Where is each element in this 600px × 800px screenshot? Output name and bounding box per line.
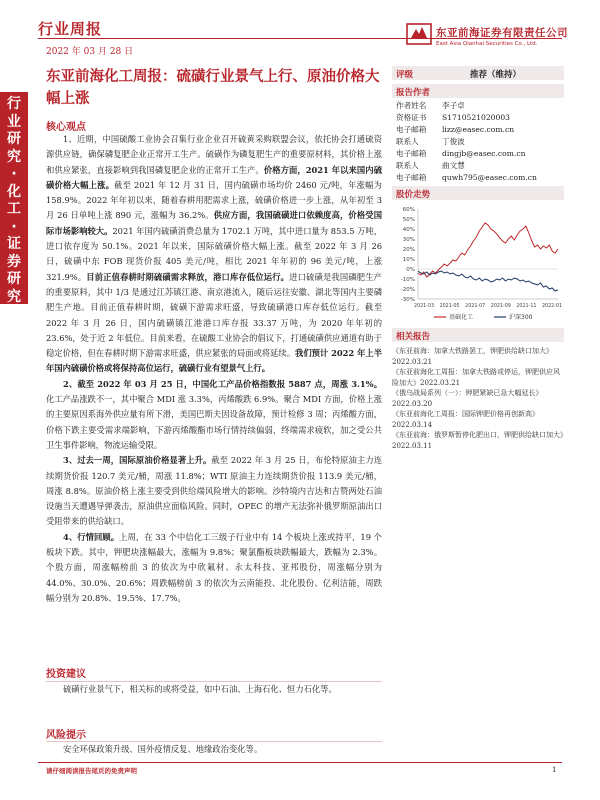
x-tick-label: 2021-09 xyxy=(490,304,511,309)
y-tick-label: -10% xyxy=(400,277,415,283)
company-name: 东亚前海证券有限责任公司 xyxy=(436,27,568,39)
text-segment: 化工产品涨跌不一，其中聚合 MDI 涨 3.3%，丙烯酸跌 6.9%。聚合 MDI 方面，价格上涨的主要原因系海外供应量有所下滑，美国巴斯夫因设备故障，预计检修 3 周；丙烯酸方面，价格下跌主要受需求端影响，下游丙烯酸酯市场行情持续偏弱，终端需求疲软，加之受公共卫生事件影响，物流运输受限。 xyxy=(46,394,382,450)
analyst-row-label: 资格证书 xyxy=(396,113,427,122)
analyst-row xyxy=(392,160,564,172)
bold-text: 目前正值春耕时期硫磺需求释放，港口库存低位运行。 xyxy=(86,271,290,282)
series-line-2 xyxy=(418,271,558,291)
y-tick-label: 10% xyxy=(402,257,415,263)
text-segment: 1、近期，中国硫酸工业协会召集行业企业召开硫黄采购联盟会议，依托协会打通硫资源供应链，确保磷复肥企业正常开工生产。硫磺作为磷复肥生产的重要原材料，其价格上涨和供应紧张，直接影响到我国磷复肥企业的正常开工生产。 xyxy=(46,134,382,175)
text-segment: 2021 年国内硫磺消费总量为 1702.1 万吨，其中进口量为 853.5 万吨，进口依存度为 50.1%。2021 年以来，国际硫磺价格大幅上涨。截至 2022 年 3 月 26 日，硫磺中东 FOB 现货价报 405 美元/吨，相比 2021 年年初的 96 美元/吨，上涨 321.9%。 xyxy=(46,225,383,282)
core-view-heading: 核心观点 xyxy=(46,122,86,133)
analyst-row-value: 丁俊波 xyxy=(442,137,465,146)
y-tick-label: 0% xyxy=(406,267,415,273)
y-tick-label: 40% xyxy=(402,227,415,233)
analyst-row xyxy=(392,124,564,136)
x-tick-label: 2021-05 xyxy=(439,304,460,309)
related-report-item[interactable]: 《东亚前海化工周报：国际钾肥价格再创新高》2022.03.14 xyxy=(392,410,539,429)
y-tick-label: 50% xyxy=(402,217,415,223)
y-tick-label: -30% xyxy=(400,297,415,303)
footer-divider xyxy=(38,762,562,763)
x-tick-label: 2021-11 xyxy=(516,304,537,309)
bold-text: 2、截至 2022 年 03 月 25 日，中国化工产品价格指数报 5887 点，周涨 3.1%。 xyxy=(63,378,382,389)
text-segment: 截至 2021 年 12 月 31 日，国内硫磺市场均价 2460 元/吨，年涨幅为 158.9%。2022 年年初以来，随着春耕用肥需求上涨，硫磺价格进一步上涨，从年初至 3 月 26 日单吨上涨 890 元，涨幅为 36.2%。 xyxy=(46,179,382,221)
stock-price-chart xyxy=(392,203,564,327)
core-paragraph-1 xyxy=(46,132,382,377)
related-report-item[interactable]: 《俄乌战局系列（一）：钾肥紧缺已急大幅延长》2022.03.20 xyxy=(392,389,543,408)
bold-text: 4、行情回顾。 xyxy=(63,531,120,542)
related-report-item[interactable]: 《东亚前海：俄罗斯暂停化肥出口，钾肥供给缺口加大》2022.03.11 xyxy=(392,431,564,450)
analyst-row xyxy=(392,136,564,148)
text-segment: 上周，在 33 个中信化工三级子行业中有 14 个板块上涨或持平，19 个板块下跌。其中，钾肥块涨幅最大，涨幅为 9.8%；聚氯酯板块跌幅最大，跌幅为 2.3%。个股方面，周涨幅榜前 3 的依次为中欣氟材、永太科技、亚邦股份，周涨幅分别为 44.0%、30.0%、20.6%；周跌幅榜前 3 的依次为云南能投、北化股份、亿利洁能，周跌幅分别为 20.8%、19.5%、17.7%。 xyxy=(46,531,382,603)
y-tick-label: -20% xyxy=(400,287,415,293)
bold-text: 我们预计 2022 年上半年国内硫磺价格或将保持高位运行，硫磺行业有望景气上行。 xyxy=(46,348,382,374)
bold-text: 供应方面，我国硫磺进口依赖度高，价格受国际市场影响较大。 xyxy=(46,210,382,236)
rating-value: 推荐（维持） xyxy=(470,70,522,80)
company-logo-icon xyxy=(406,22,432,46)
analyst-row-label: 作者姓名 xyxy=(396,101,427,110)
analyst-row-value: 曲文慧 xyxy=(442,161,465,170)
footer-disclaimer: 请仔细阅读报告尾页的免责声明 xyxy=(46,767,137,775)
report-date: 2022 年 03 月 28 日 xyxy=(46,47,134,57)
core-view-body xyxy=(46,132,382,606)
company-name-en: East Asia Qianhai Securities Co., Ltd. xyxy=(436,41,538,47)
x-tick-label: 2021-03 xyxy=(413,304,435,309)
text-segment: 截至 2022 年 3 月 25 日，布伦特原油主力连续期货价报 120.7 美元/桶，周涨 11.8%；WTI 原油主力连续期货价报 113.9 美元/桶，周涨 8.8%。原油价格上涨主要受到供给端风险增大的影响。沙特境内吉达和吉赞两处石油设施当天遭遇导弹袭击，原油供应面临风险。同时，OPEC 的增产无法弥补俄罗斯原油出口受阻带来的供给缺口。 xyxy=(46,455,383,527)
analyst-row-label: 联系人 xyxy=(396,137,419,146)
analyst-row xyxy=(392,148,564,160)
analyst-row-label: 电子邮箱 xyxy=(396,149,427,158)
analyst-row-label: 联系人 xyxy=(396,161,419,170)
analyst-row xyxy=(392,172,564,184)
bold-text: 价格方面，2021 年以来国内硫磺价格大幅上涨。 xyxy=(46,164,382,190)
y-tick-label: 20% xyxy=(402,247,415,253)
analyst-row xyxy=(392,100,564,112)
chart-title: 股价走势 xyxy=(396,190,431,200)
analyst-row-value[interactable]: lizz@easec.com.cn xyxy=(442,125,515,134)
analyst-row-value: S1710521020003 xyxy=(442,113,511,122)
bold-text: 3、过去一周，国际原油价格显著上升。 xyxy=(63,455,212,466)
core-paragraph-3 xyxy=(46,453,382,529)
risk-heading: 风险提示 xyxy=(46,730,86,741)
analyst-row-value[interactable]: dingjb@easec.com.cn xyxy=(442,149,526,158)
analyst-heading: 报告作者 xyxy=(396,88,431,98)
rating-label: 评级 xyxy=(396,70,414,80)
report-title: 东亚前海化工周报：硫磺行业景气上行、原油价格大幅上涨 xyxy=(46,69,380,107)
analyst-row-label: 电子邮箱 xyxy=(396,125,427,134)
report-type: 行业周报 xyxy=(38,20,103,38)
legend-label: 基础化工 xyxy=(449,314,474,321)
related-report-item[interactable]: 《东亚前海化工周报：加拿大铁路或停运，钾肥供应风险加大》2022.03.21 xyxy=(392,368,560,387)
risk-text: 安全环保政策升级、国外疫情反复、地缘政治变化等。 xyxy=(63,744,263,754)
page-number: 1 xyxy=(552,766,557,774)
x-tick-label: 2022-01 xyxy=(541,304,563,309)
sidebar-label: 行业研究·化工·证券研究报告 xyxy=(7,96,21,340)
x-tick-label: 2021-07 xyxy=(465,304,486,309)
text-segment: 进口硫磺是我国磷肥生产的重要原料，其中 1/3 是通过江苏镇江港、南京港流入，随后运往安徽、湖北等国内主要磷肥生产地。目前正值春耕时期，硫磺下游需求旺盛，导致硫磺港口库存低位运行。截至 2022 年 3 月 26 日，国内硫磺镇江港港口库存报 33.37 万吨，为 2020 年年初的 23.6%，处于近 2 年低位。目前来看，在硫酸工业协会的倡议下，打通硫磺供应通道有助于稳定价格，但在春耕时期下游需求旺盛，供应紧张的局面或将延续。 xyxy=(46,271,382,359)
y-tick-label: 60% xyxy=(402,207,415,213)
related-reports-list xyxy=(392,346,564,451)
analyst-row-value: 李子卓 xyxy=(442,101,465,110)
analyst-row-label: 电子邮箱 xyxy=(396,173,427,182)
investment-heading: 投资建议 xyxy=(46,669,86,680)
investment-text: 硫磺行业景气下，相关标的或将受益，如中石油、上海石化、恒力石化等。 xyxy=(63,684,337,694)
core-paragraph-2 xyxy=(46,377,382,453)
analyst-table xyxy=(392,100,564,184)
core-paragraph-4 xyxy=(46,530,382,606)
legend-label: 沪深300 xyxy=(509,314,533,321)
y-tick-label: 30% xyxy=(402,237,415,243)
analyst-row-value[interactable]: quwh795@easec.com.cn xyxy=(442,173,537,182)
related-heading: 相关报告 xyxy=(396,332,431,342)
related-report-item[interactable]: 《东亚前海：加拿大铁路罢工，钾肥供给缺口加大》2022.03.21 xyxy=(392,347,553,366)
analyst-row xyxy=(392,112,564,124)
